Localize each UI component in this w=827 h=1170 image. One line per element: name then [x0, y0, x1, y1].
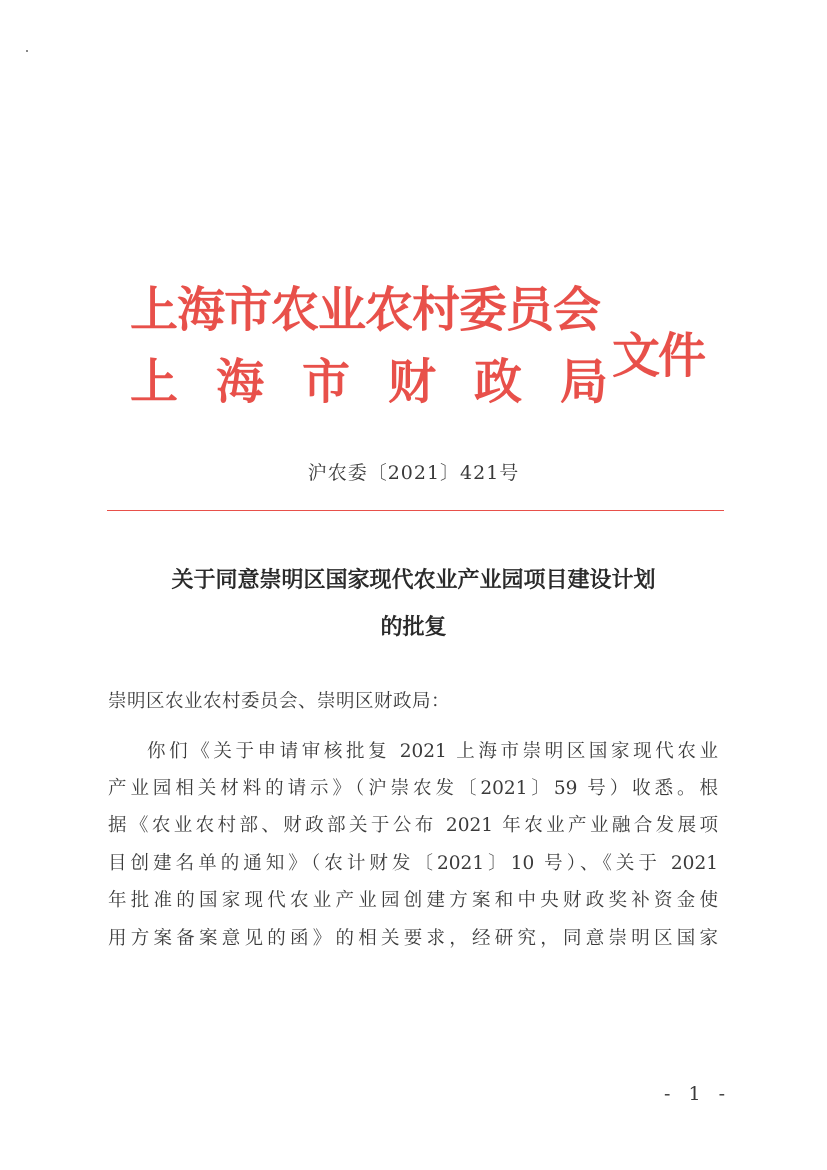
header-org-agriculture: 上海市农业农村委员会 [130, 282, 601, 338]
header-org-finance-char: 上 [130, 354, 179, 410]
red-divider-line [107, 510, 724, 511]
body-text-line: 你们《关于申请审核批复 2021 上海市崇明区国家现代农业 [147, 741, 718, 762]
document-title-line-1: 关于同意崇明区国家现代农业产业园项目建设计划 [171, 567, 656, 593]
salutation: 崇明区农业农村委员会、崇明区财政局： [108, 691, 451, 712]
scan-speck [26, 50, 28, 52]
header-org-finance-char: 海 [215, 354, 264, 410]
header-suffix-document: 文件 [612, 328, 705, 384]
header-org-finance [130, 354, 608, 410]
header-org-finance-char: 局 [559, 354, 608, 410]
body-text-line: 年批准的国家现代农业产业园创建方案和中央财政奖补资金使 [108, 890, 718, 911]
body-text-line: 产业园相关材料的请示》（沪崇农发〔2021〕59 号）收悉。根 [108, 778, 718, 799]
header-org-finance-char: 政 [473, 354, 522, 410]
body-text-line: 目创建名单的通知》（农计财发〔2021〕10 号）、《关于 2021 [108, 853, 718, 874]
body-text-line: 据《农业农村部、财政部关于公布 2021 年农业产业融合发展项 [108, 815, 718, 836]
page-number: - 1 - [664, 1083, 732, 1105]
document-number: 沪农委〔2021〕421号 [307, 462, 520, 484]
document-title-line-2: 的批复 [380, 614, 447, 640]
header-org-finance-char: 财 [387, 354, 436, 410]
header-org-finance-char: 市 [301, 354, 350, 410]
body-text-line: 用方案备案意见的函》的相关要求，经研究，同意崇明区国家 [108, 928, 718, 949]
